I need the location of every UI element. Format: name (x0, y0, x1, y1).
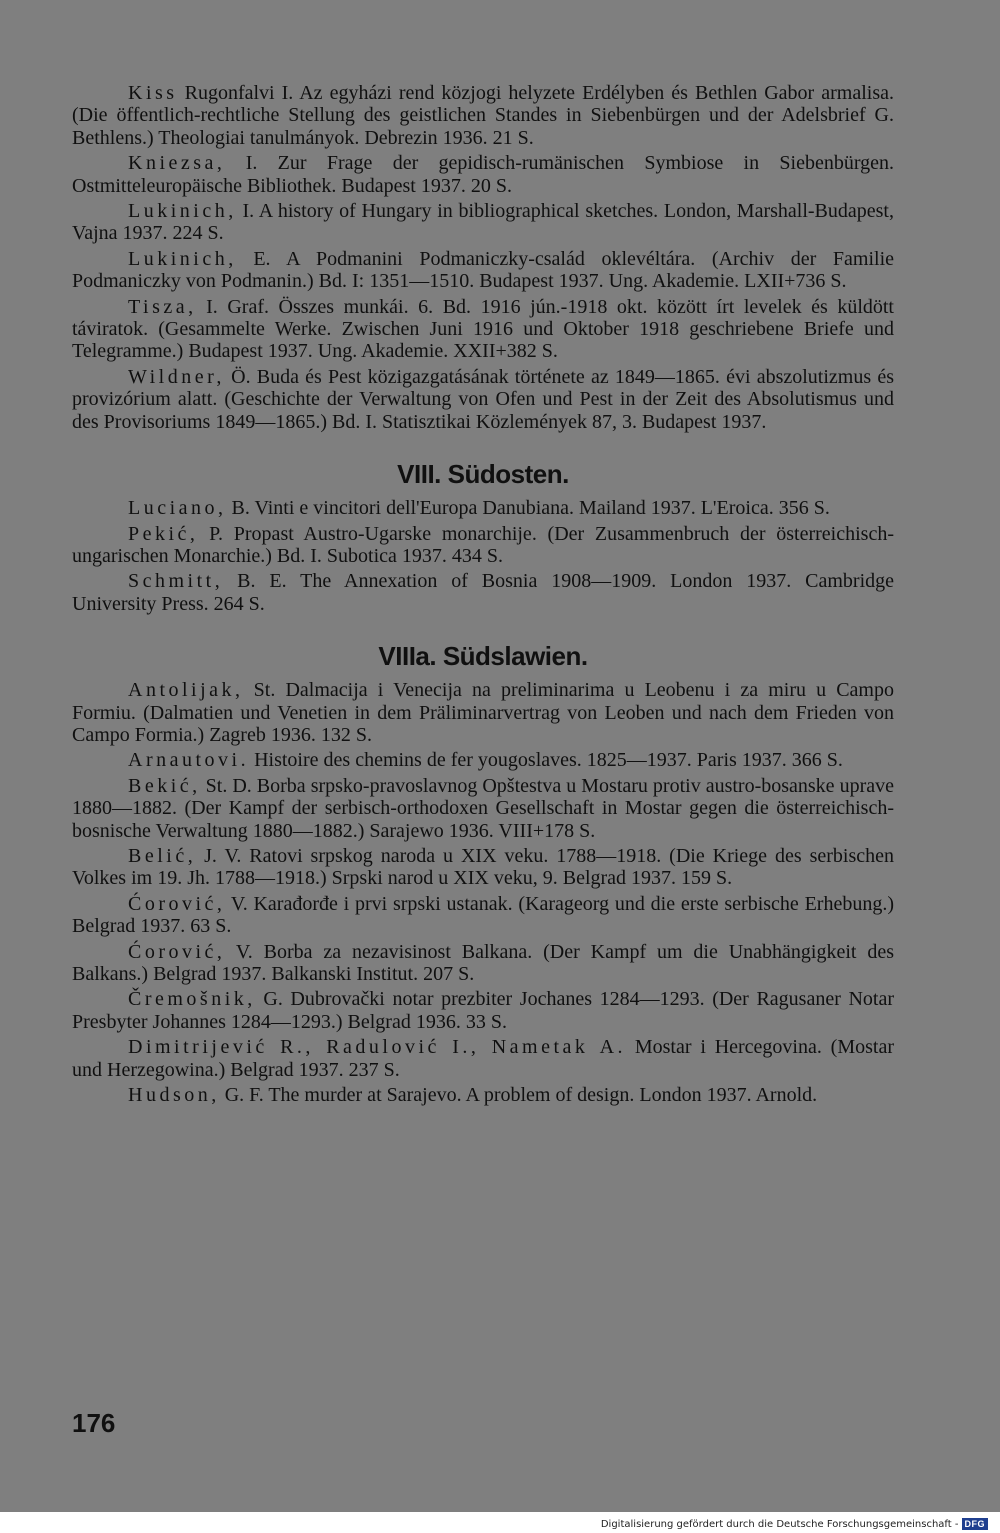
bibliography-entry (72, 248, 894, 293)
bibliography-entry (72, 1036, 894, 1081)
section-heading-suedslawien: VIIIa. Südslawien. (378, 641, 588, 672)
bibliography-entry (72, 775, 894, 842)
entry-details: I. A history of Hungary in bibliographical sketches. London, Marshall-Budapest, Vajna 1937. 224 S. (72, 200, 894, 245)
bibliography-entry (72, 497, 894, 519)
entry-details: G. F. The murder at Sarajevo. A problem of design. London 1937. Arnold. (219, 1084, 818, 1107)
bibliography-list (72, 679, 894, 1106)
entry-details: Rugonfalvi I. Az egyházi rend közjogi helyzete Erdélyben és Bethlen Gabor armalisa. (Die öffentlich-rechtliche Stellung des geistlichen Standes in Siebenbürgen und der Adelsbrief G. Bethlens.) Theologiai tanulmányok. Debrezin 1936. 21 S. (72, 82, 894, 149)
entry-author: Lukinich, (128, 247, 237, 270)
entry-author: Belić, (128, 844, 197, 867)
bibliography-entry (72, 523, 894, 568)
bibliography-entry (72, 845, 894, 890)
entry-author: Lukinich, (128, 200, 237, 223)
entry-details: V. Karađorđe i prvi srpski ustanak. (Karageorg und die erste serbische Erhebung.) Belgrad 1937. 63 S. (72, 892, 894, 938)
section-heading-suedosten: VIII. Südosten. (397, 459, 569, 490)
entry-author: Ćorović, (128, 940, 226, 963)
bibliography-entry (72, 200, 894, 245)
entry-author: Schmitt, (128, 570, 224, 593)
bibliography-list (72, 82, 894, 433)
entry-author: Kiss (128, 82, 178, 104)
footer-text: Digitalisierung gefördert durch die Deutsche Forschungsgemeinschaft - (600, 1518, 959, 1530)
entry-author: Tisza, (128, 295, 197, 318)
page-number: 176 (72, 1408, 116, 1438)
entry-details: St. Dalmacija i Venecija na preliminarima u Leobenu i za miru u Campo Formiu. (Dalmatien und Venetien in dem Präliminarvertrag von Leoben und nach dem Frieden von Campo Formia.) Zagreb 1936. 132 S. (72, 679, 894, 746)
entry-details: G. Dubrovački notar prezbiter Jochanes 1284—1293. (Der Ragusaner Notar Presbyter Johannes 1284—1293.) Belgrad 1936. 33 S. (72, 988, 894, 1033)
entry-author: Kniezsa, (128, 152, 226, 175)
entry-details: St. D. Borba srpsko-pravoslavnog Opštestva u Mostaru protiv austro-bosanske uprave 1880—1882. (Der Kampf der serbisch-orthodoxen Gesellschaft in Mostar gegen die österreichisch-bosnische Verwaltung 1880—1882.) Sarajewo 1936. VIII+178 S. (72, 774, 894, 842)
entry-author: Luciano, (128, 497, 227, 520)
bibliography-entry (72, 152, 894, 197)
bibliography-entry (72, 941, 894, 986)
digitization-footer (601, 1516, 988, 1532)
entry-details: I. Graf. Összes munkái. 6. Bd. 1916 jún.-1918 okt. között írt levelek és küldött táviratok. (Gesammelte Werke. Zwischen Juni 1916 und Oktober 1918 geschriebene Briefe und Telegramme.) Budapest 1937. Ung. Akademie. XXII+382 S. (72, 295, 894, 363)
entry-details: Ö. Buda és Pest közigazgatásának története az 1849—1865. évi abszolutizmus és provizórium alatt. (Geschichte der Verwaltung von Ofen und Pest in der Zeit des Absolutismus und des Provisoriums 1849—1865.) Bd. I. Statisztikai Közlemények 87, 3. Budapest 1937. (72, 365, 894, 433)
bibliography-entry (72, 570, 894, 615)
entry-author: Pekić, (128, 522, 199, 545)
entry-author: Hudson, (128, 1084, 220, 1107)
entry-author: Dimitrijević R., Radulović I., Nametak A. (128, 1036, 627, 1059)
entry-author: Bekić, (128, 774, 201, 797)
entry-details: B. Vinti e vincitori dell'Europa Danubiana. Mailand 1937. L'Eroica. 356 S. (226, 497, 830, 520)
entry-author: Čremošnik, (128, 988, 256, 1011)
bibliography-entry (72, 1084, 894, 1106)
entry-details: J. V. Ratovi srpskog naroda u XIX veku. 1788—1918. (Die Kriege des serbischen Volkes im 19. Jh. 1788—1918.) Srpski narod u XIX veku, 9. Belgrad 1937. 159 S. (72, 844, 894, 890)
entry-details: Histoire des chemins de fer yougoslaves. 1825—1937. Paris 1937. 366 S. (249, 749, 843, 772)
bibliography-entry (72, 296, 894, 363)
dfg-logo: DFG (962, 1518, 989, 1530)
entry-details: I. Zur Frage der gepidisch-rumänischen Symbiose in Siebenbürgen. Ostmitteleuropäische Bibliothek. Budapest 1937. 20 S. (72, 152, 894, 197)
entry-details: B. E. The Annexation of Bosnia 1908—1909. London 1937. Cambridge University Press. 264 S. (72, 570, 894, 615)
entry-details: P. Propast Austro-Ugarske monarchije. (Der Zusammenbruch der österreichisch-ungarischen Monarchie.) Bd. I. Subotica 1937. 434 S. (72, 522, 894, 567)
bibliography-entry (72, 893, 894, 938)
entry-details: E. A Podmanini Podmaniczky-család oklevéltára. (Archiv der Familie Podmaniczky von Podmanin.) Bd. I: 1351—1510. Budapest 1937. Ung. Akademie. LXII+736 S. (72, 247, 894, 293)
entry-author: Arnautovi. (128, 749, 250, 772)
entry-author: Wildner, (128, 365, 225, 388)
bibliography-list (72, 497, 894, 615)
entry-author: Ćorović, (128, 892, 226, 915)
bibliography-entry (72, 82, 894, 149)
bibliography-entry (72, 749, 894, 771)
entry-author: Antolijak, (128, 679, 244, 702)
entry-details: V. Borba za nezavisinost Balkana. (Der Kampf um die Unabhängigkeit des Balkans.) Belgrad 1937. Balkanski Institut. 207 S. (72, 940, 894, 985)
bibliography-entry (72, 366, 894, 433)
bibliography-entry (72, 679, 894, 746)
bibliography-entry (72, 988, 894, 1033)
entry-details: Mostar i Hercegovina. (Mostar und Herzegowina.) Belgrad 1937. 237 S. (72, 1036, 894, 1081)
page-content (72, 82, 894, 1109)
